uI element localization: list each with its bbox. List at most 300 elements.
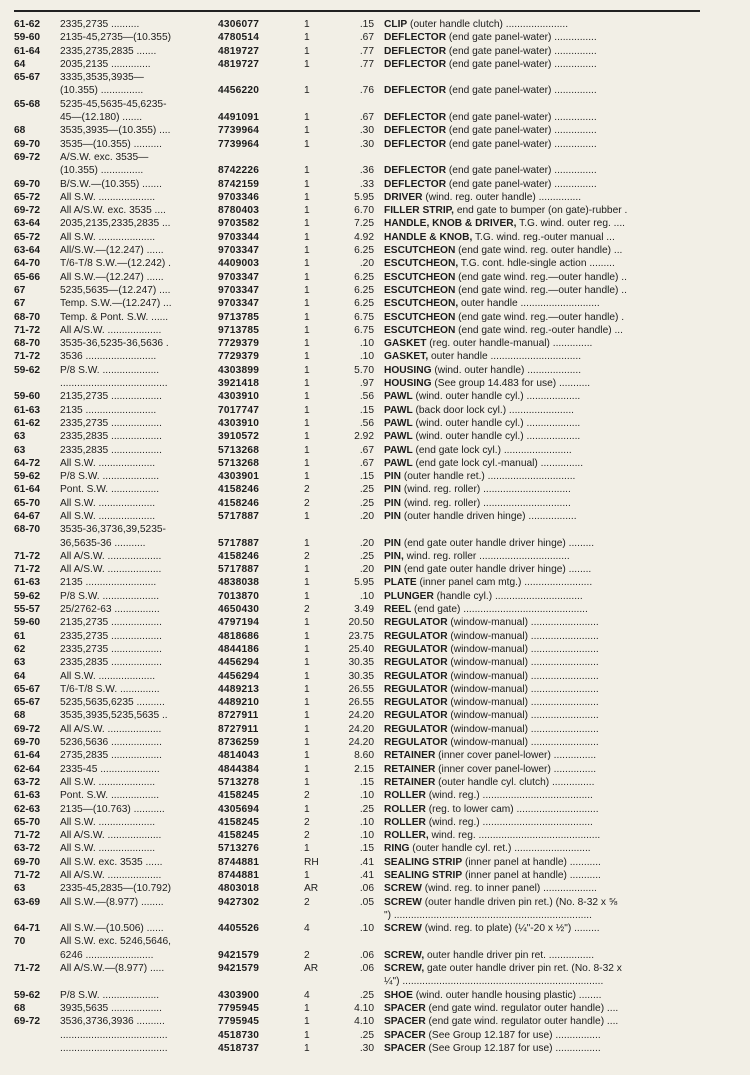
models-cell: 2335,2735 ..........	[60, 19, 140, 30]
models-cell: (10.355) ...............	[60, 85, 144, 97]
part-name: ROLLER,	[384, 830, 429, 842]
part-name: GASKET	[384, 338, 427, 350]
quantity-cell: 1	[304, 191, 310, 203]
year-cell: 71-72	[14, 324, 41, 336]
price-cell: .15	[359, 19, 374, 30]
quantity-cell: 1	[304, 776, 310, 788]
part-name: ROLLER	[384, 790, 426, 802]
description-cell	[384, 350, 732, 363]
part-number-cell: 4797194	[218, 617, 260, 629]
year-cell: 63	[14, 431, 26, 443]
models-cell: All S.W. ....................	[60, 670, 156, 682]
part-number-cell: 4158245	[218, 830, 260, 842]
quantity-cell	[298, 71, 338, 84]
part-name: ESCUTCHEON,	[384, 298, 459, 310]
quantity-cell: 1	[304, 1002, 310, 1014]
part-name: DEFLECTOR	[384, 125, 447, 137]
part-number-cell: 5717887	[218, 564, 260, 576]
part-name: SPACER	[384, 1042, 426, 1054]
models-cell: 3535,3935—(10.355) ....	[60, 125, 171, 137]
part-name: RETAINER	[384, 776, 436, 788]
part-name: SCREW,	[384, 949, 425, 961]
quantity-cell: 1	[304, 1042, 310, 1054]
part-description: (end gate panel-water) ...............	[446, 112, 597, 124]
description-cell	[384, 537, 732, 550]
models-cell: 2035,2135 ..............	[60, 58, 151, 70]
models-cell: 3536 .........................	[60, 351, 157, 363]
part-description: gate outer handle driver pin ret. (No. 8-32 x	[424, 963, 622, 975]
year-cell: 61	[14, 630, 26, 642]
part-number-cell: 4818686	[218, 630, 260, 642]
quantity-cell	[298, 151, 338, 164]
description-cell	[384, 337, 732, 350]
part-number-cell: 9713785	[218, 311, 260, 323]
parts-row	[14, 842, 736, 855]
price-cell: .30	[359, 125, 374, 137]
quantity-cell: 1	[304, 431, 310, 443]
quantity-cell	[298, 523, 338, 536]
year-cell: 69-70	[14, 178, 41, 190]
year-cell: 61-64	[14, 750, 41, 762]
year-cell	[14, 111, 60, 124]
description-cell	[384, 643, 732, 656]
part-description: (outer handle cyl. clutch) ...............	[435, 776, 595, 788]
price-cell: 8.60	[354, 750, 374, 762]
parts-row	[14, 284, 736, 297]
part-name: DEFLECTOR	[384, 32, 447, 44]
year-cell: 65-70	[14, 497, 41, 509]
year-cell: 61-63	[14, 577, 41, 589]
models-cell: All S.W. ....................	[60, 231, 156, 243]
quantity-cell: 1	[304, 1016, 310, 1028]
price-cell	[338, 935, 384, 948]
year-cell: 59-62	[14, 590, 41, 602]
year-cell: 65-66	[14, 271, 41, 283]
part-name: REGULATOR	[384, 737, 448, 749]
part-name: SPACER	[384, 1016, 426, 1028]
part-description: (See group 14.483 for use) ...........	[431, 378, 591, 390]
price-cell: .30	[359, 138, 374, 150]
part-number-cell: 4489210	[218, 697, 260, 709]
part-description: outer handle ................................	[428, 351, 582, 363]
part-description: (wind. reg. roller) ...............................	[400, 497, 571, 509]
part-description: (wind. reg.) .......................................	[425, 790, 593, 802]
part-description: (reg. to lower cam) .............................	[425, 803, 599, 815]
price-cell: .67	[359, 457, 374, 469]
part-name: REGULATOR	[384, 630, 448, 642]
quantity-cell: 2	[304, 604, 310, 616]
models-cell: ......................................	[60, 1029, 168, 1041]
part-name: FILLER STRIP,	[384, 205, 454, 217]
description-cell	[384, 736, 732, 749]
parts-row	[14, 244, 736, 257]
quantity-cell: 1	[304, 32, 310, 44]
year-cell: 59-62	[14, 989, 41, 1001]
parts-row	[14, 204, 736, 217]
part-description: (window-manual) ........................	[447, 643, 599, 655]
price-cell: 25.40	[348, 643, 374, 655]
part-name: SPACER	[384, 1029, 426, 1041]
price-cell: .10	[359, 816, 374, 828]
part-description: (reg. outer handle-manual) ..............	[426, 338, 593, 350]
part-description: (end gate panel-water) ...............	[446, 138, 597, 150]
part-name: ROLLER	[384, 803, 426, 815]
part-description: (end gate panel-water) ...............	[446, 58, 597, 70]
year-cell: 71-72	[14, 963, 41, 975]
part-name: SCREW	[384, 896, 422, 908]
part-number-cell: 4819727	[218, 45, 260, 57]
description-cell	[384, 191, 732, 204]
part-name: CLIP	[384, 19, 408, 30]
part-description: outer handle ............................	[458, 298, 600, 310]
parts-row	[14, 257, 736, 270]
quantity-cell: 4	[304, 923, 310, 935]
description-cell	[384, 829, 732, 842]
parts-row	[14, 550, 736, 563]
parts-row	[14, 1042, 736, 1055]
description-cell	[384, 417, 732, 430]
models-cell: 2335-45 .....................	[60, 763, 160, 775]
price-cell	[338, 71, 384, 84]
parts-row	[14, 377, 736, 390]
description-cell	[384, 324, 732, 337]
parts-row	[14, 390, 736, 403]
part-description: (See Group 12.187 for use) ................	[425, 1042, 601, 1054]
parts-row	[14, 191, 736, 204]
part-description: (end gate lock cyl.-manual) ...............	[412, 457, 584, 469]
parts-row	[14, 164, 736, 177]
part-description: (window-manual) ........................	[447, 617, 599, 629]
part-description: (inner panel cam mtg.) ........................	[416, 577, 593, 589]
part-name: REEL	[384, 604, 412, 616]
year-cell: 55-57	[14, 604, 41, 616]
part-number-cell: 4844186	[218, 643, 260, 655]
part-number-cell: 9703347	[218, 298, 260, 310]
models-cell	[60, 975, 218, 988]
year-cell	[14, 377, 60, 390]
quantity-cell: 1	[304, 271, 310, 283]
quantity-cell: 1	[304, 58, 310, 70]
models-cell: B/S.W.—(10.355) .......	[60, 178, 162, 190]
part-number-cell: 9703347	[218, 271, 260, 283]
part-number-cell: 7739964	[218, 138, 260, 150]
year-cell: 67	[14, 284, 26, 296]
part-number-cell	[218, 71, 298, 84]
part-description: (wind. reg. to plate) (¼"-20 x ½") .........	[421, 923, 600, 935]
price-cell: 24.20	[348, 723, 374, 735]
description-cell	[384, 789, 732, 802]
part-number-cell: 4456220	[218, 85, 260, 97]
description-cell	[384, 430, 732, 443]
description-cell	[384, 882, 732, 895]
parts-row	[14, 736, 736, 749]
quantity-cell: 2	[304, 896, 310, 908]
description-cell	[384, 271, 732, 284]
part-description: (end gate wind. regulator outer handle) ....	[425, 1002, 619, 1014]
parts-row	[14, 869, 736, 882]
parts-row	[14, 151, 736, 164]
part-number-cell: 4158246	[218, 550, 260, 562]
quantity-cell: 1	[304, 657, 310, 669]
part-description: (See Group 12.187 for use) ................	[425, 1029, 601, 1041]
models-cell: 5235,5635,6235 ..........	[60, 697, 165, 709]
part-description: (end gate wind. reg. outer handle) ...	[455, 245, 623, 257]
part-description: (end gate panel-water) ...............	[446, 32, 597, 44]
part-number-cell: 4158245	[218, 790, 260, 802]
part-name: PIN	[384, 497, 401, 509]
part-description: (outer handle ret.) ...............................	[400, 471, 576, 483]
models-cell: Temp. S.W.—(12.247) ...	[60, 298, 172, 310]
parts-row	[14, 829, 736, 842]
parts-row	[14, 297, 736, 310]
year-cell: 68	[14, 1002, 26, 1014]
description-cell	[384, 909, 732, 922]
parts-row	[14, 470, 736, 483]
parts-row	[14, 111, 736, 124]
parts-row	[14, 231, 736, 244]
quantity-cell: 1	[304, 311, 310, 323]
part-description: T.G. wind. outer reg. ....	[516, 218, 625, 230]
part-number-cell: 9703347	[218, 284, 260, 296]
parts-row	[14, 404, 736, 417]
parts-row	[14, 816, 736, 829]
description-cell	[384, 1042, 732, 1055]
models-cell: 3335,3535,3935—	[60, 72, 144, 84]
year-cell: 69-72	[14, 723, 41, 735]
year-cell: 69-70	[14, 737, 41, 749]
part-description: (window-manual) ........................	[447, 723, 599, 735]
models-cell: All S.W. ....................	[60, 191, 156, 203]
price-cell: .25	[359, 484, 374, 496]
top-rule	[14, 10, 700, 12]
year-cell: 63-64	[14, 245, 41, 257]
year-cell: 69-72	[14, 151, 41, 163]
price-cell: 7.25	[354, 218, 374, 230]
price-cell: .15	[359, 471, 374, 483]
models-cell: P/8 S.W. ....................	[60, 989, 160, 1001]
part-number-cell: 4456294	[218, 657, 260, 669]
price-cell: .15	[359, 776, 374, 788]
description-cell	[384, 989, 732, 1002]
part-description: (end gate wind. regulator outer handle) ....	[425, 1016, 619, 1028]
year-cell: 64-70	[14, 258, 41, 270]
price-cell: 30.35	[348, 657, 374, 669]
part-description: (handle cyl.) ...............................	[433, 590, 583, 602]
description-cell	[384, 297, 732, 310]
parts-row	[14, 670, 736, 683]
part-description: (window-manual) ........................	[447, 683, 599, 695]
description-cell	[384, 98, 732, 111]
parts-row	[14, 31, 736, 44]
part-number-cell: 9703582	[218, 218, 260, 230]
part-description: (outer handle clutch) ......................	[407, 19, 569, 30]
year-cell: 68	[14, 710, 26, 722]
quantity-cell: 1	[304, 683, 310, 695]
part-number-cell: 4303901	[218, 471, 260, 483]
price-cell: .25	[359, 1029, 374, 1041]
part-number-cell	[218, 151, 298, 164]
parts-row	[14, 45, 736, 58]
part-number-cell: 8727911	[218, 710, 259, 722]
part-number-cell: 4650430	[218, 604, 260, 616]
description-cell	[384, 483, 732, 496]
part-name: PAWL	[384, 391, 413, 403]
part-number-cell: 4456294	[218, 670, 260, 682]
quantity-cell: 1	[304, 617, 310, 629]
models-cell: 2135 .........................	[60, 404, 157, 416]
quantity-cell: 1	[304, 125, 310, 137]
description-cell	[384, 603, 732, 616]
part-name: PIN	[384, 537, 401, 549]
parts-row	[14, 896, 736, 909]
part-name: PAWL	[384, 404, 413, 416]
models-cell: 2735,2835 ..................	[60, 750, 162, 762]
models-cell: 2135—(10.763) ...........	[60, 803, 165, 815]
parts-row	[14, 217, 736, 230]
parts-row	[14, 683, 736, 696]
parts-row	[14, 457, 736, 470]
models-cell: 3935,5635 ..................	[60, 1002, 162, 1014]
quantity-cell: 1	[304, 112, 310, 124]
part-number-cell: 5717887	[218, 510, 260, 522]
description-cell	[384, 723, 732, 736]
year-cell: 69-72	[14, 205, 41, 217]
part-description: (end gate wind. reg.—outer handle) ..	[455, 284, 627, 296]
part-description: (wind. outer handle cyl.) ...................	[412, 391, 581, 403]
quantity-cell: AR	[304, 883, 319, 895]
quantity-cell: 2	[304, 949, 310, 961]
description-cell	[384, 58, 732, 71]
part-name: SEALING STRIP	[384, 870, 463, 881]
price-cell: .25	[359, 550, 374, 562]
models-cell: All S.W.—(8.977) ........	[60, 896, 164, 908]
year-cell: 65-67	[14, 683, 41, 695]
year-cell: 71-72	[14, 351, 41, 363]
year-cell	[14, 84, 60, 97]
price-cell: .67	[359, 32, 374, 44]
price-cell: 4.92	[354, 231, 374, 243]
models-cell: All S.W. ....................	[60, 843, 156, 855]
price-cell: .10	[359, 830, 374, 842]
parts-row	[14, 417, 736, 430]
quantity-cell: 1	[304, 710, 310, 722]
description-cell	[384, 257, 732, 270]
part-name: PAWL	[384, 431, 413, 443]
models-cell: 5235,5635—(12.247) ....	[60, 284, 171, 296]
year-cell: 65-67	[14, 697, 41, 709]
part-name: GASKET,	[384, 351, 429, 363]
description-cell	[384, 763, 732, 776]
parts-row	[14, 962, 736, 975]
models-cell: 2135,2735 ..................	[60, 391, 162, 403]
parts-row	[14, 709, 736, 722]
description-cell	[384, 616, 732, 629]
description-cell	[384, 364, 732, 377]
part-number-cell	[218, 975, 298, 988]
parts-row	[14, 590, 736, 603]
models-cell: P/8 S.W. ....................	[60, 364, 160, 376]
part-description: (wind. reg. to inner panel) ...................	[421, 883, 597, 895]
parts-row	[14, 124, 736, 137]
part-name: HANDLE, KNOB & DRIVER,	[384, 218, 517, 230]
description-cell	[384, 803, 732, 816]
price-cell: 2.92	[354, 431, 374, 443]
quantity-cell: 1	[304, 231, 310, 243]
year-cell: 61-62	[14, 19, 41, 30]
models-cell: ......................................	[60, 378, 168, 390]
price-cell: 5.95	[354, 577, 374, 589]
year-cell: 68	[14, 125, 26, 137]
year-cell: 61-62	[14, 417, 41, 429]
description-cell	[384, 444, 732, 457]
part-description: (inner panel at handle) ...........	[462, 856, 601, 868]
part-description: (end gate wind. reg.—outer handle) ..	[455, 271, 627, 283]
models-cell: ......................................	[60, 1042, 168, 1054]
price-cell: 24.20	[348, 737, 374, 749]
description-cell	[384, 1029, 732, 1042]
parts-row	[14, 84, 736, 97]
part-number-cell: 4491091	[218, 112, 260, 124]
price-cell: 23.75	[348, 630, 374, 642]
year-cell: 62-63	[14, 803, 41, 815]
parts-row	[14, 696, 736, 709]
part-number-cell: 9703344	[218, 231, 260, 243]
description-cell	[384, 84, 732, 97]
price-cell: 6.25	[354, 298, 374, 310]
parts-row	[14, 563, 736, 576]
description-cell	[384, 962, 732, 975]
parts-row	[14, 311, 736, 324]
part-number-cell: 8744881	[218, 870, 260, 881]
description-cell	[384, 749, 732, 762]
models-cell: 3536,3736,3936 ..........	[60, 1016, 165, 1028]
parts-row	[14, 763, 736, 776]
description-cell	[384, 935, 732, 948]
description-cell	[384, 217, 732, 230]
part-description: (inner panel at handle) ...........	[462, 870, 601, 881]
parts-row	[14, 989, 736, 1002]
models-cell: 2135,2735 ..................	[60, 617, 162, 629]
part-name: RING	[384, 843, 410, 855]
price-cell: 6.25	[354, 271, 374, 283]
part-number-cell: 4803018	[218, 883, 260, 895]
parts-row	[14, 975, 736, 988]
year-cell: 65-70	[14, 816, 41, 828]
part-description: (back door lock cyl.) .......................	[412, 404, 575, 416]
models-cell: All S.W.—(10.506) ......	[60, 923, 164, 935]
part-description: (window-manual) ........................	[447, 657, 599, 669]
year-cell: 71-72	[14, 870, 41, 881]
part-name: DEFLECTOR	[384, 58, 447, 70]
part-number-cell: 4518730	[218, 1029, 260, 1041]
parts-row	[14, 497, 736, 510]
parts-row	[14, 1002, 736, 1015]
models-cell: All S.W. ....................	[60, 776, 156, 788]
models-cell: 2335,2735 ..................	[60, 643, 162, 655]
quantity-cell: 1	[304, 723, 310, 735]
part-description: (window-manual) ........................	[447, 670, 599, 682]
part-number-cell: 5717887	[218, 537, 260, 549]
part-number-cell: 9703346	[218, 191, 260, 203]
models-cell: All A/S.W. ...................	[60, 564, 162, 576]
part-description: wind. reg. ...........................................	[428, 830, 601, 842]
part-name: REGULATOR	[384, 710, 448, 722]
part-name: REGULATOR	[384, 670, 448, 682]
models-cell: 6246 ........................	[60, 949, 154, 961]
year-cell: 62	[14, 643, 26, 655]
part-name: DEFLECTOR	[384, 45, 447, 57]
models-cell: Pont. S.W. .................	[60, 484, 160, 496]
